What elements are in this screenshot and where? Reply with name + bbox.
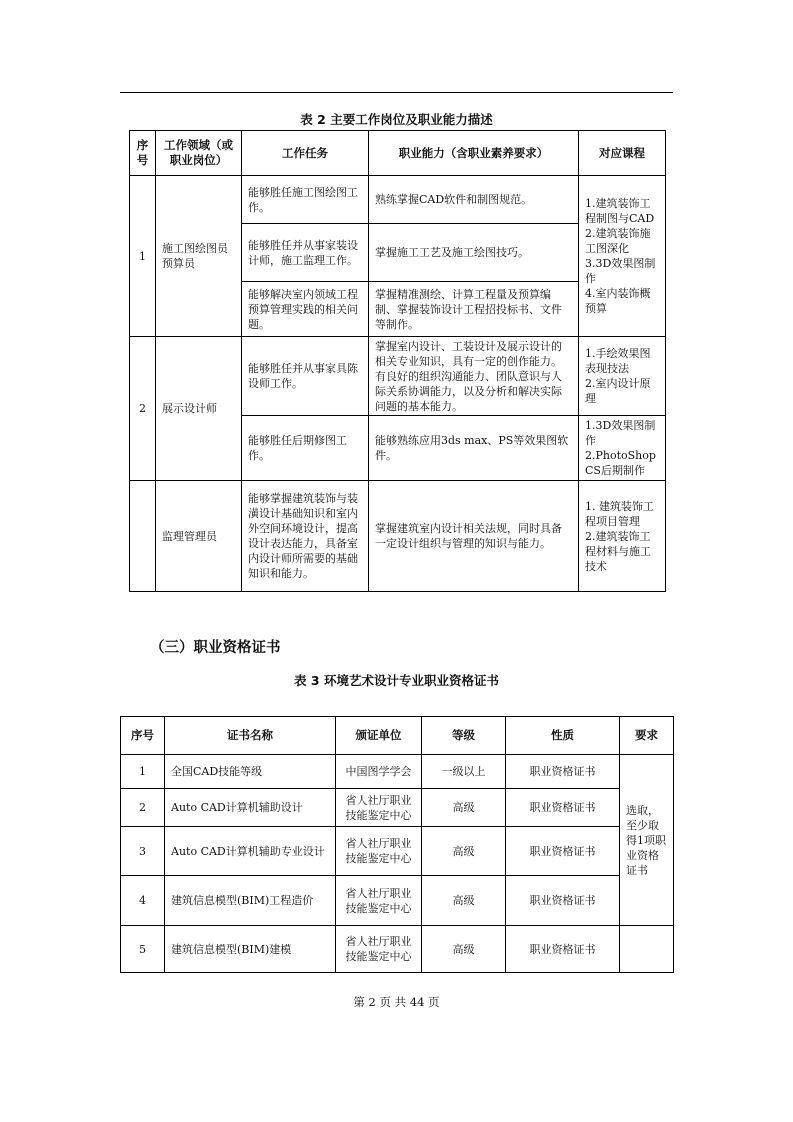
cert-issuer: 中国图学学会 bbox=[336, 755, 422, 789]
work-task: 能够胜任施工图绘图工作。 bbox=[242, 176, 369, 224]
ability: 掌握建筑室内设计相关法规，同时具备一定设计组织与管理的知识与能力。 bbox=[369, 481, 579, 592]
header-cell: 序号 bbox=[121, 717, 165, 755]
section-heading: （三）职业资格证书 bbox=[150, 640, 281, 656]
cert-issuer: 省人社厅职业技能鉴定中心 bbox=[336, 789, 422, 827]
work-task: 能够胜任并从事家具陈设师工作。 bbox=[242, 337, 369, 416]
work-task: 能够解决室内领域工程预算管理实践的相关问题。 bbox=[242, 282, 369, 337]
header-cell: 职业能力（含职业素养要求） bbox=[369, 131, 579, 176]
empty-cell bbox=[620, 926, 674, 973]
header-cell: 性质 bbox=[506, 717, 620, 755]
header-cell: 证书名称 bbox=[165, 717, 336, 755]
cert-level: 高级 bbox=[422, 876, 506, 926]
ability: 掌握精准测绘、计算工程量及预算编制、掌握装饰设计工程招投标书、文件等制作。 bbox=[369, 282, 579, 337]
page-footer: 第 2 页 共 44 页 bbox=[353, 995, 440, 1009]
header-cell: 工作领域（或职业岗位） bbox=[156, 131, 242, 176]
row-number: 2 bbox=[130, 337, 156, 481]
header-cell: 颁证单位 bbox=[336, 717, 422, 755]
ability: 掌握施工工艺及施工绘图技巧。 bbox=[369, 224, 579, 282]
cert-issuer: 省人社厅职业技能鉴定中心 bbox=[336, 876, 422, 926]
table3-caption: 表 3 环境艺术设计专业职业资格证书 bbox=[294, 673, 499, 688]
cert-issuer: 省人社厅职业技能鉴定中心 bbox=[336, 926, 422, 973]
header-cell: 工作任务 bbox=[242, 131, 369, 176]
cert-name: Auto CAD计算机辅助设计 bbox=[165, 789, 336, 827]
ability: 熟练掌握CAD软件和制图规范。 bbox=[369, 176, 579, 224]
row-number: 1 bbox=[130, 176, 156, 337]
ability: 能够熟练应用3ds max、PS等效果图软件。 bbox=[369, 416, 579, 481]
ability: 掌握室内设计、工装设计及展示设计的相关专业知识，具有一定的创作能力。有良好的组织沟通能力、团队意识与人际关系协调能力，以及分析和解决实际问题的基本能力。 bbox=[369, 337, 579, 416]
job-field: 监理管理员 bbox=[156, 481, 242, 592]
cert-type: 职业资格证书 bbox=[506, 755, 620, 789]
cert-name: Auto CAD计算机辅助专业设计 bbox=[165, 827, 336, 876]
work-task: 能够胜任并从事家装设计师，施工监理工作。 bbox=[242, 224, 369, 282]
cert-number: 4 bbox=[121, 876, 165, 926]
job-ability-table bbox=[129, 130, 666, 592]
job-field: 展示设计师 bbox=[156, 337, 242, 481]
header-cell: 对应课程 bbox=[579, 131, 666, 176]
row-number bbox=[130, 481, 156, 592]
cert-issuer: 省人社厅职业技能鉴定中心 bbox=[336, 827, 422, 876]
courses: 1.手绘效果图表现技法 2.室内设计原理 bbox=[579, 337, 666, 416]
cert-name: 建筑信息模型(BIM)建模 bbox=[165, 926, 336, 973]
header-rule bbox=[120, 92, 673, 93]
cert-type: 职业资格证书 bbox=[506, 876, 620, 926]
cert-name: 全国CAD技能等级 bbox=[165, 755, 336, 789]
courses: 1.建筑装饰工程制图与CAD 2.建筑装饰施工图深化 3.3D效果图制作 4.室内装饰概预算 bbox=[579, 176, 666, 337]
header-cell: 序号 bbox=[130, 131, 156, 176]
cert-number: 5 bbox=[121, 926, 165, 973]
courses: 1. 建筑装饰工程项目管理 2.建筑装饰工程材料与施工技术 bbox=[579, 481, 666, 592]
table2-caption: 表 2 主要工作岗位及职业能力描述 bbox=[300, 112, 493, 127]
cert-number: 3 bbox=[121, 827, 165, 876]
work-task: 能够胜任后期修图工作。 bbox=[242, 416, 369, 481]
work-task: 能够掌握建筑装饰与装潢设计基础知识和室内外空间环境设计，提高设计表达能力，具备室内设计师所需要的基础知识和能力。 bbox=[242, 481, 369, 592]
cert-type: 职业资格证书 bbox=[506, 926, 620, 973]
cert-type: 职业资格证书 bbox=[506, 789, 620, 827]
job-field: 施工图绘图员预算员 bbox=[156, 176, 242, 337]
cert-number: 2 bbox=[121, 789, 165, 827]
cert-level: 一级以上 bbox=[422, 755, 506, 789]
certificate-table bbox=[120, 716, 674, 973]
cert-level: 高级 bbox=[422, 926, 506, 973]
cert-number: 1 bbox=[121, 755, 165, 789]
cert-level: 高级 bbox=[422, 789, 506, 827]
cert-type: 职业资格证书 bbox=[506, 827, 620, 876]
courses: 1.3D效果图制作 2.PhotoShop CS后期制作 bbox=[579, 416, 666, 481]
header-cell: 等级 bbox=[422, 717, 506, 755]
cert-level: 高级 bbox=[422, 827, 506, 876]
cert-name: 建筑信息模型(BIM)工程造价 bbox=[165, 876, 336, 926]
header-cell: 要求 bbox=[620, 717, 674, 755]
cert-requirement: 选取，至少取得1项职业资格证书 bbox=[620, 755, 674, 926]
